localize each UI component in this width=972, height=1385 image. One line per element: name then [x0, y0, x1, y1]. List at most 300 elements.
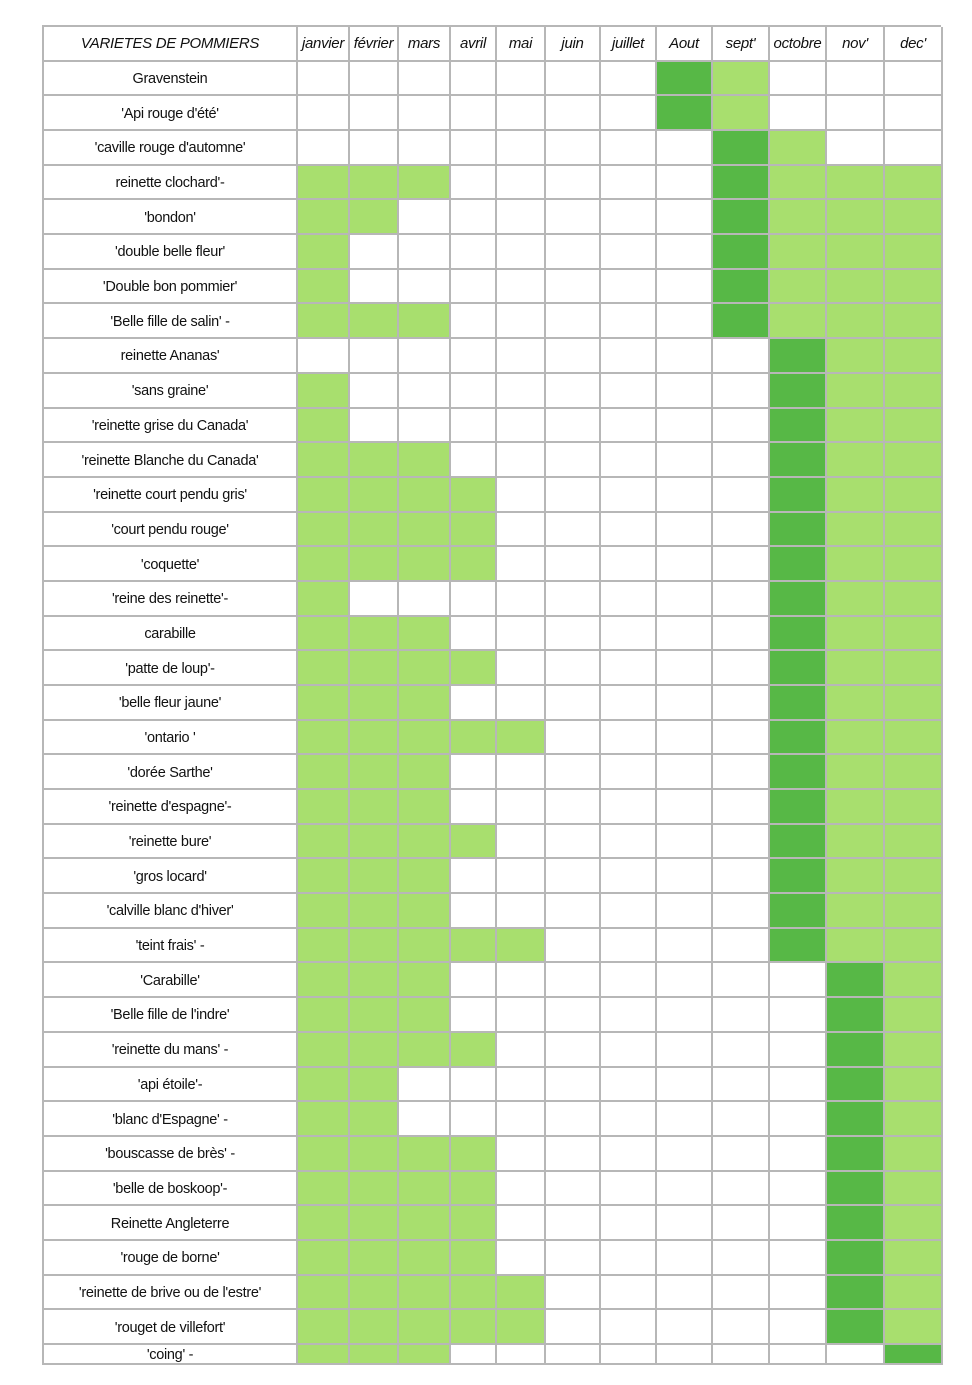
month-cell	[770, 1068, 827, 1103]
month-cell	[657, 339, 713, 374]
month-cell	[601, 409, 657, 444]
month-cell	[657, 963, 713, 998]
month-cell	[451, 617, 497, 652]
month-cell	[497, 1310, 546, 1345]
month-cell	[713, 547, 770, 582]
month-cell	[713, 1033, 770, 1068]
month-cell	[885, 131, 943, 166]
month-cell	[657, 513, 713, 548]
month-cell	[451, 374, 497, 409]
month-cell	[885, 998, 943, 1033]
month-cell	[298, 859, 350, 894]
month-cell	[298, 96, 350, 131]
month-cell	[451, 1102, 497, 1137]
month-cell	[546, 1345, 601, 1365]
month-cell	[497, 1206, 546, 1241]
month-cell	[713, 825, 770, 860]
month-cell	[770, 721, 827, 756]
month-cell	[770, 1172, 827, 1207]
month-cell	[827, 304, 885, 339]
month-cell	[601, 62, 657, 97]
month-cell	[827, 547, 885, 582]
month-cell	[497, 1068, 546, 1103]
month-cell	[350, 859, 399, 894]
month-cell	[885, 790, 943, 825]
month-cell	[827, 582, 885, 617]
month-cell	[827, 1068, 885, 1103]
month-cell	[657, 929, 713, 964]
month-cell	[713, 790, 770, 825]
month-cell	[770, 1102, 827, 1137]
month-cell	[827, 513, 885, 548]
month-cell	[451, 62, 497, 97]
month-cell	[657, 96, 713, 131]
month-cell	[399, 131, 451, 166]
month-cell	[601, 547, 657, 582]
month-cell	[770, 478, 827, 513]
month-cell	[399, 755, 451, 790]
month-cell	[827, 1172, 885, 1207]
month-cell	[350, 62, 399, 97]
month-cell	[298, 409, 350, 444]
header-month-nov: nov'	[827, 27, 885, 62]
month-cell	[298, 998, 350, 1033]
month-cell	[827, 617, 885, 652]
month-cell	[399, 825, 451, 860]
month-cell	[451, 304, 497, 339]
month-cell	[497, 894, 546, 929]
month-cell	[497, 409, 546, 444]
month-cell	[546, 62, 601, 97]
variety-name: 'bondon'	[44, 200, 298, 235]
month-cell	[657, 894, 713, 929]
header-month-juillet: juillet	[601, 27, 657, 62]
month-cell	[399, 651, 451, 686]
variety-name: Reinette Angleterre	[44, 1206, 298, 1241]
month-cell	[657, 1172, 713, 1207]
month-cell	[350, 513, 399, 548]
month-cell	[770, 790, 827, 825]
month-cell	[713, 963, 770, 998]
month-cell	[885, 929, 943, 964]
month-cell	[601, 963, 657, 998]
variety-name: 'api étoile'-	[44, 1068, 298, 1103]
month-cell	[546, 1068, 601, 1103]
month-cell	[601, 998, 657, 1033]
month-cell	[770, 1033, 827, 1068]
month-cell	[497, 1241, 546, 1276]
month-cell	[497, 790, 546, 825]
month-cell	[713, 131, 770, 166]
month-cell	[827, 894, 885, 929]
variety-name: 'teint frais' -	[44, 929, 298, 964]
month-cell	[885, 1033, 943, 1068]
variety-name: carabille	[44, 617, 298, 652]
month-cell	[546, 96, 601, 131]
month-cell	[885, 1206, 943, 1241]
month-cell	[657, 374, 713, 409]
variety-name: 'reinette court pendu gris'	[44, 478, 298, 513]
month-cell	[451, 929, 497, 964]
month-cell	[657, 1068, 713, 1103]
header-month-juin: juin	[546, 27, 601, 62]
month-cell	[399, 1137, 451, 1172]
month-cell	[827, 1206, 885, 1241]
month-cell	[497, 513, 546, 548]
month-cell	[497, 582, 546, 617]
month-cell	[885, 1310, 943, 1345]
month-cell	[885, 582, 943, 617]
month-cell	[885, 651, 943, 686]
month-cell	[601, 1310, 657, 1345]
month-cell	[350, 686, 399, 721]
month-cell	[827, 755, 885, 790]
month-cell	[298, 617, 350, 652]
month-cell	[298, 1137, 350, 1172]
month-cell	[885, 1276, 943, 1311]
month-cell	[713, 721, 770, 756]
month-cell	[827, 339, 885, 374]
month-cell	[601, 200, 657, 235]
month-cell	[298, 1172, 350, 1207]
month-cell	[885, 166, 943, 201]
month-cell	[399, 513, 451, 548]
month-cell	[601, 825, 657, 860]
month-cell	[497, 651, 546, 686]
month-cell	[601, 721, 657, 756]
month-cell	[657, 547, 713, 582]
month-cell	[770, 1241, 827, 1276]
month-cell	[770, 62, 827, 97]
month-cell	[399, 200, 451, 235]
variety-name: 'Belle fille de salin' -	[44, 304, 298, 339]
month-cell	[827, 1345, 885, 1365]
month-cell	[350, 235, 399, 270]
month-cell	[713, 617, 770, 652]
month-cell	[350, 825, 399, 860]
month-cell	[497, 62, 546, 97]
month-cell	[657, 443, 713, 478]
month-cell	[451, 1206, 497, 1241]
month-cell	[770, 1137, 827, 1172]
month-cell	[885, 513, 943, 548]
month-cell	[399, 617, 451, 652]
month-cell	[451, 582, 497, 617]
month-cell	[546, 374, 601, 409]
month-cell	[770, 651, 827, 686]
month-cell	[399, 1102, 451, 1137]
month-cell	[546, 547, 601, 582]
month-cell	[770, 304, 827, 339]
month-cell	[451, 1172, 497, 1207]
month-cell	[601, 790, 657, 825]
month-cell	[497, 1172, 546, 1207]
month-cell	[713, 651, 770, 686]
month-cell	[451, 547, 497, 582]
variety-name: 'belle de boskoop'-	[44, 1172, 298, 1207]
month-cell	[546, 131, 601, 166]
month-cell	[770, 513, 827, 548]
month-cell	[827, 1276, 885, 1311]
month-cell	[546, 582, 601, 617]
month-cell	[497, 131, 546, 166]
month-cell	[350, 755, 399, 790]
month-cell	[885, 859, 943, 894]
month-cell	[546, 1206, 601, 1241]
month-cell	[399, 1068, 451, 1103]
month-cell	[350, 547, 399, 582]
month-cell	[497, 1102, 546, 1137]
month-cell	[546, 1172, 601, 1207]
month-cell	[497, 617, 546, 652]
month-cell	[827, 1137, 885, 1172]
month-cell	[350, 270, 399, 305]
month-cell	[601, 1241, 657, 1276]
month-cell	[657, 200, 713, 235]
variety-name: 'coquette'	[44, 547, 298, 582]
month-cell	[399, 62, 451, 97]
month-cell	[885, 270, 943, 305]
month-cell	[713, 513, 770, 548]
month-cell	[770, 582, 827, 617]
month-cell	[827, 825, 885, 860]
month-cell	[713, 582, 770, 617]
header-month-mars: mars	[399, 27, 451, 62]
month-cell	[827, 963, 885, 998]
month-cell	[399, 96, 451, 131]
month-cell	[770, 929, 827, 964]
month-cell	[399, 1345, 451, 1365]
month-cell	[601, 1033, 657, 1068]
month-cell	[399, 1206, 451, 1241]
month-cell	[399, 1276, 451, 1311]
variety-name: 'blanc d'Espagne' -	[44, 1102, 298, 1137]
variety-name: 'dorée Sarthe'	[44, 755, 298, 790]
month-cell	[350, 963, 399, 998]
variety-name: 'bouscasse de brès' -	[44, 1137, 298, 1172]
month-cell	[298, 235, 350, 270]
month-cell	[451, 825, 497, 860]
month-cell	[885, 478, 943, 513]
month-cell	[601, 1137, 657, 1172]
month-cell	[546, 478, 601, 513]
variety-name: 'coing' -	[44, 1345, 298, 1365]
month-cell	[657, 304, 713, 339]
month-cell	[451, 235, 497, 270]
month-cell	[713, 62, 770, 97]
month-cell	[497, 721, 546, 756]
month-cell	[713, 166, 770, 201]
month-cell	[601, 166, 657, 201]
month-cell	[885, 304, 943, 339]
month-cell	[657, 1241, 713, 1276]
month-cell	[497, 374, 546, 409]
month-cell	[399, 1241, 451, 1276]
month-cell	[657, 1345, 713, 1365]
month-cell	[713, 96, 770, 131]
variety-name: 'reinette de brive ou de l'estre'	[44, 1276, 298, 1311]
month-cell	[601, 1068, 657, 1103]
month-cell	[451, 894, 497, 929]
month-cell	[298, 1345, 350, 1365]
month-cell	[601, 929, 657, 964]
month-cell	[350, 443, 399, 478]
month-cell	[451, 478, 497, 513]
month-cell	[399, 582, 451, 617]
month-cell	[546, 617, 601, 652]
month-cell	[885, 617, 943, 652]
month-cell	[657, 651, 713, 686]
month-cell	[657, 1102, 713, 1137]
month-cell	[497, 1137, 546, 1172]
month-cell	[546, 1137, 601, 1172]
month-cell	[298, 131, 350, 166]
month-cell	[546, 200, 601, 235]
month-cell	[546, 651, 601, 686]
month-cell	[601, 513, 657, 548]
month-cell	[885, 62, 943, 97]
month-cell	[497, 1276, 546, 1311]
month-cell	[399, 894, 451, 929]
month-cell	[827, 1033, 885, 1068]
month-cell	[451, 755, 497, 790]
month-cell	[713, 270, 770, 305]
month-cell	[546, 929, 601, 964]
variety-name: Gravenstein	[44, 62, 298, 97]
month-cell	[497, 304, 546, 339]
month-cell	[827, 790, 885, 825]
month-cell	[770, 998, 827, 1033]
month-cell	[713, 1206, 770, 1241]
month-cell	[713, 443, 770, 478]
month-cell	[399, 374, 451, 409]
month-cell	[451, 1137, 497, 1172]
variety-name: 'rouget de villefort'	[44, 1310, 298, 1345]
month-cell	[770, 1345, 827, 1365]
month-cell	[657, 270, 713, 305]
month-cell	[657, 790, 713, 825]
month-cell	[713, 200, 770, 235]
month-cell	[827, 443, 885, 478]
month-cell	[298, 1310, 350, 1345]
month-cell	[298, 62, 350, 97]
month-cell	[713, 304, 770, 339]
month-cell	[827, 1102, 885, 1137]
month-cell	[885, 96, 943, 131]
month-cell	[657, 1137, 713, 1172]
month-cell	[546, 443, 601, 478]
month-cell	[350, 166, 399, 201]
month-cell	[451, 409, 497, 444]
month-cell	[713, 686, 770, 721]
month-cell	[298, 755, 350, 790]
month-cell	[451, 131, 497, 166]
month-cell	[399, 270, 451, 305]
month-cell	[350, 96, 399, 131]
month-cell	[601, 339, 657, 374]
month-cell	[546, 1102, 601, 1137]
month-cell	[770, 96, 827, 131]
month-cell	[399, 304, 451, 339]
month-cell	[885, 963, 943, 998]
month-cell	[350, 651, 399, 686]
month-cell	[601, 617, 657, 652]
month-cell	[770, 617, 827, 652]
month-cell	[827, 686, 885, 721]
month-cell	[451, 963, 497, 998]
month-cell	[713, 859, 770, 894]
month-cell	[350, 1241, 399, 1276]
month-cell	[350, 478, 399, 513]
month-cell	[546, 721, 601, 756]
month-cell	[298, 1068, 350, 1103]
month-cell	[827, 1310, 885, 1345]
month-cell	[770, 166, 827, 201]
apple-varieties-table	[42, 25, 941, 1365]
month-cell	[350, 582, 399, 617]
month-cell	[399, 547, 451, 582]
month-cell	[451, 1033, 497, 1068]
month-cell	[497, 200, 546, 235]
month-cell	[657, 1310, 713, 1345]
month-cell	[885, 235, 943, 270]
month-cell	[713, 1310, 770, 1345]
month-cell	[713, 1241, 770, 1276]
month-cell	[451, 1310, 497, 1345]
month-cell	[546, 859, 601, 894]
month-cell	[885, 825, 943, 860]
month-cell	[657, 825, 713, 860]
month-cell	[399, 478, 451, 513]
month-cell	[827, 270, 885, 305]
month-cell	[350, 1033, 399, 1068]
month-cell	[451, 1276, 497, 1311]
variety-name: reinette clochard'-	[44, 166, 298, 201]
header-month-janvier: janvier	[298, 27, 350, 62]
month-cell	[713, 235, 770, 270]
month-cell	[399, 859, 451, 894]
month-cell	[601, 443, 657, 478]
month-cell	[713, 1137, 770, 1172]
month-cell	[827, 478, 885, 513]
month-cell	[497, 235, 546, 270]
month-cell	[399, 721, 451, 756]
month-cell	[497, 1345, 546, 1365]
month-cell	[827, 131, 885, 166]
month-cell	[770, 686, 827, 721]
month-cell	[298, 963, 350, 998]
month-cell	[601, 304, 657, 339]
month-cell	[350, 721, 399, 756]
month-cell	[770, 859, 827, 894]
variety-name: 'Belle fille de l'indre'	[44, 998, 298, 1033]
month-cell	[657, 1033, 713, 1068]
month-cell	[298, 1033, 350, 1068]
month-cell	[827, 166, 885, 201]
month-cell	[885, 721, 943, 756]
month-cell	[657, 859, 713, 894]
month-cell	[885, 547, 943, 582]
month-cell	[657, 131, 713, 166]
month-cell	[298, 651, 350, 686]
month-cell	[497, 929, 546, 964]
month-cell	[601, 686, 657, 721]
variety-name: 'belle fleur jaune'	[44, 686, 298, 721]
month-cell	[885, 755, 943, 790]
month-cell	[770, 374, 827, 409]
month-cell	[298, 374, 350, 409]
month-cell	[399, 443, 451, 478]
